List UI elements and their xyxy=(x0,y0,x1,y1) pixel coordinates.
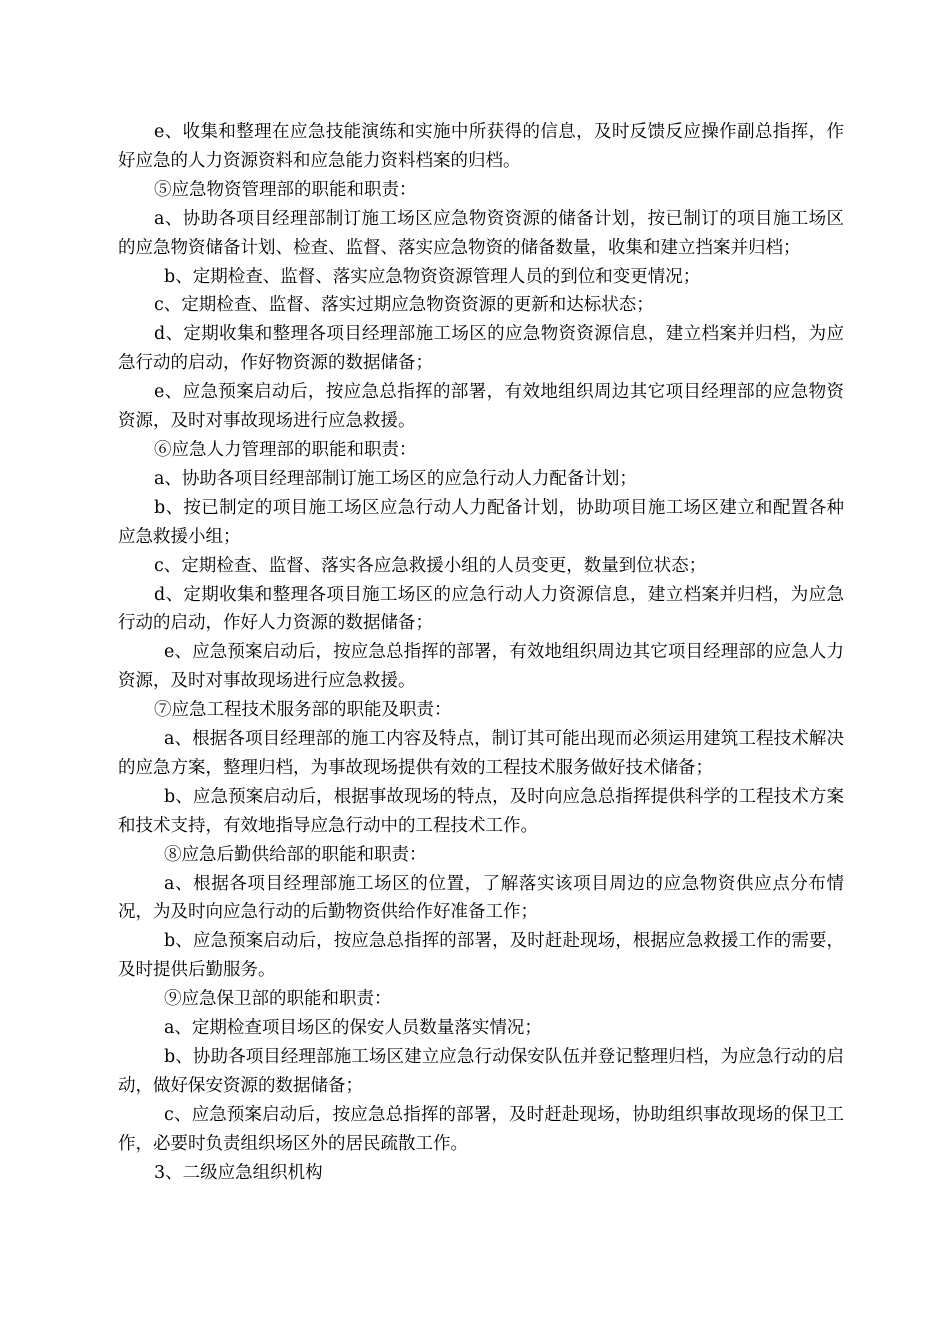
section-heading-materials: ⑤应急物资管理部的职能和职责： xyxy=(154,179,417,200)
section-heading-engineering: ⑦应急工程技术服务部的职能及职责： xyxy=(154,700,452,721)
paragraph-materials-c: c、定期检查、监督、落实过期应急物资资源的更新和达标状态； xyxy=(154,295,654,316)
paragraph-manpower-c: c、定期检查、监督、落实各应急救援小组的人员变更，数量到位状态； xyxy=(154,555,707,576)
document-page xyxy=(118,118,844,1188)
paragraph-logistics-a: a、根据各项目经理部施工场区的位置，了解落实该项目周边的应急物资供应点分布情况，为及时向应急行动的后勤物资供给作好准备工作； xyxy=(118,873,844,923)
paragraph-materials-b: b、定期检查、监督、落实应急物资资源管理人员的到位和变更情况； xyxy=(164,266,701,287)
paragraph-manpower-b: b、按已制定的项目施工场区应急行动人力配备计划，协助项目施工场区建立和配置各种应急救援小组； xyxy=(118,497,844,547)
paragraph-logistics-b: b、应急预案启动后，按应急总指挥的部署，及时赶赴现场，根据应急救援工作的需要，及时提供后勤服务。 xyxy=(118,931,844,981)
paragraph-security-c: c、应急预案启动后，按应急总指挥的部署，及时赶赴现场，协助组织事故现场的保卫工作，必要时负责组织场区外的居民疏散工作。 xyxy=(118,1104,844,1154)
paragraph-materials-d: d、定期收集和整理各项目经理部施工场区的应急物资资源信息，建立档案并归档，为应急行动的启动，作好物资源的数据储备； xyxy=(118,324,844,374)
paragraph-manpower-d: d、定期收集和整理各项目施工场区的应急行动人力资源信息，建立档案并归档，为应急行动的启动，作好人力资源的数据储备； xyxy=(118,584,844,634)
paragraph-manpower-a: a、协助各项目经理部制订施工场区的应急行动人力配备计划； xyxy=(154,468,637,489)
paragraph-security-a: a、定期检查项目场区的保安人员数量落实情况； xyxy=(164,1018,542,1039)
section-heading-manpower: ⑥应急人力管理部的职能和职责： xyxy=(154,439,417,460)
paragraph-materials-a: a、协助各项目经理部制订施工场区应急物资资源的储备计划，按已制订的项目施工场区的应急物资储备计划、检查、监督、落实应急物资的储备数量，收集和建立挡案并归档； xyxy=(118,208,844,258)
paragraph-engineering-a: a、根据各项目经理部的施工内容及特点，制订其可能出现而必须运用建筑工程技术解决的应急方案，整理归档，为事故现场提供有效的工程技术服务做好技术储备； xyxy=(118,729,844,778)
paragraph-security-b: b、协助各项目经理部施工场区建立应急行动保安队伍并登记整理归档，为应急行动的启动，做好保安资源的数据储备； xyxy=(118,1047,844,1096)
section-heading-secondary-organization: 3、二级应急组织机构 xyxy=(154,1162,323,1183)
section-heading-logistics: ⑧应急后勤供给部的职能和职责： xyxy=(164,844,427,865)
paragraph-engineering-b: b、应急预案启动后，根据事故现场的特点，及时向应急总指挥提供科学的工程技术方案和技术支持，有效地指导应急行动中的工程技术工作。 xyxy=(118,786,844,836)
section-heading-security: ⑨应急保卫部的职能和职责： xyxy=(164,989,392,1010)
paragraph-manpower-e: e、应急预案启动后，按应急总指挥的部署，有效地组织周边其它项目经理部的应急人力资源，及时对事故现场进行应急救援。 xyxy=(118,642,844,692)
paragraph-materials-e: e、应急预案启动后，按应急总指挥的部署，有效地组织周边其它项目经理部的应急物资资源，及时对事故现场进行应急救援。 xyxy=(118,382,844,432)
paragraph-e-info-feedback: e、收集和整理在应急技能演练和实施中所获得的信息，及时反馈反应操作副总指挥，作好应急的人力资源资料和应急能力资料档案的归档。 xyxy=(118,122,844,171)
